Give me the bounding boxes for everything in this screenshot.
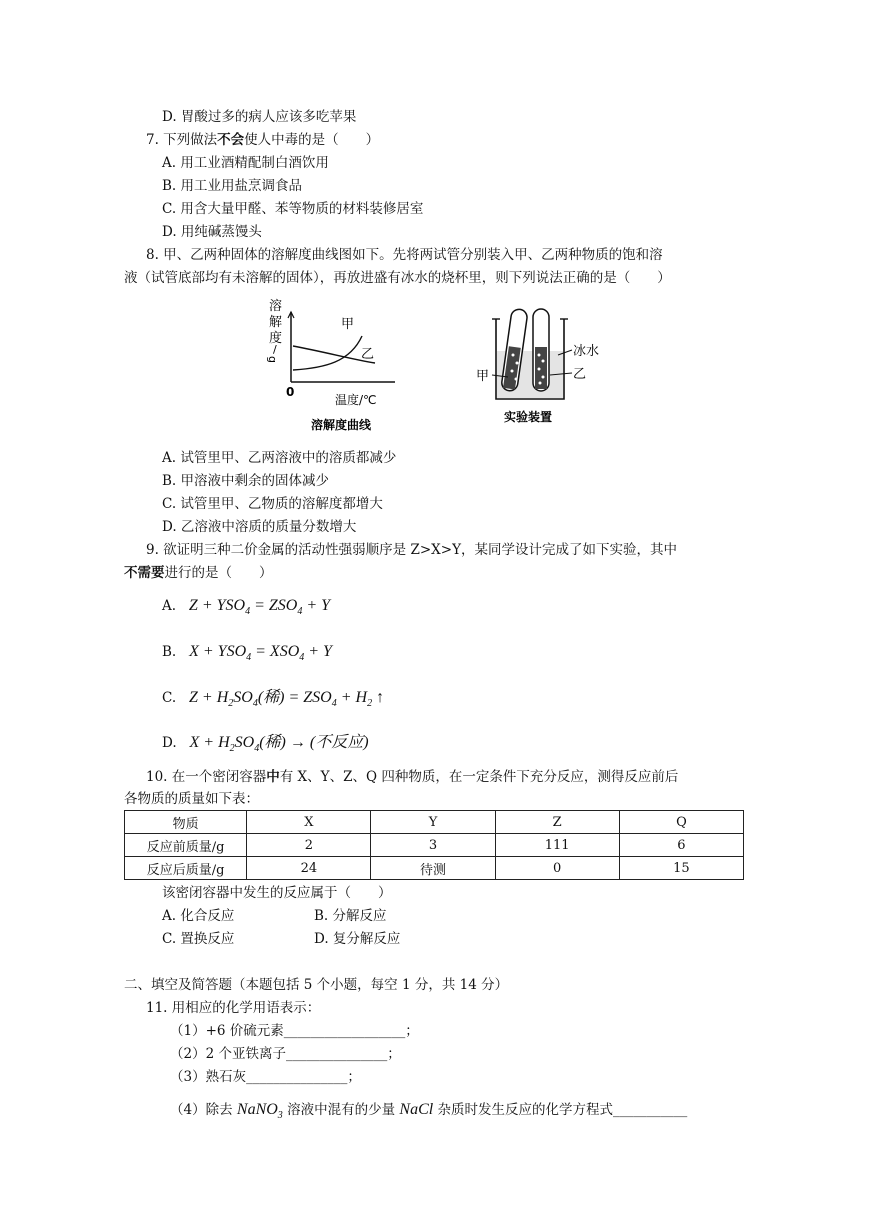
section2-title: 二、填空及简答题（本题包括 5 个小题，每空 1 分，共 14 分） (124, 977, 509, 993)
curve-jia-label: 甲 (341, 317, 355, 332)
ylabel-char-4: / (273, 343, 277, 356)
table-cell: 2 (247, 834, 371, 857)
q9-stem-line2 (124, 564, 273, 582)
ylabel-char-2: 解 (269, 315, 283, 330)
q10-option-d: D. 复分解反应 (314, 931, 401, 947)
q10-stem: 10. 在一个密闭容器中有 X、Y、Z、Q 四种物质，在一定条件下充分反应，测得反应前后 (146, 769, 679, 785)
table-cell: 0 (495, 857, 619, 880)
curve-yi-label: 乙 (361, 347, 375, 362)
q6-option-d: D. 胃酸过多的病人应该多吃苹果 (162, 109, 357, 125)
q7-stem (146, 131, 379, 149)
table-header-cell: Q (619, 811, 743, 834)
q10-question: 该密闭容器中发生的反应属于（ ） (162, 885, 392, 901)
q9-stem-bold: 不需要 (124, 565, 165, 581)
q8-stem-line1: 8. 甲、乙两种固体的溶解度曲线图如下。先将两试管分别装入甲、乙两种物质的饱和溶 (146, 247, 663, 263)
q11-stem: 11. 用相应的化学用语表示： (146, 1000, 321, 1016)
q9-stem-line1: 9. 欲证明三种二价金属的活动性强弱顺序是 Z>X>Y，某同学设计完成了如下实验，其中 (146, 542, 677, 558)
table-cell: 6 (619, 834, 743, 857)
ylabel-char-1: 溶 (269, 299, 283, 314)
q11-item-4: （4）除去 NaNO$_3$ 溶液中混有的少量 NaCl 杂质时发生反应的化学方程式___________ (170, 1101, 688, 1122)
q8-option-a: A. 试管里甲、乙两溶液中的溶质都减少 (162, 450, 397, 466)
xlabel: 温度/℃ (335, 393, 377, 407)
q9-equation-b: $X + YSO_4 = XSO_4 + Y$ (189, 643, 332, 664)
table-cell: 111 (495, 834, 619, 857)
table-cell: 15 (619, 857, 743, 880)
origin-label: 0 (286, 385, 295, 399)
q7-option-d: D. 用纯碱蒸馒头 (162, 224, 262, 240)
table-cell: 反应后质量/g (125, 857, 247, 880)
q8-stem-line2: 液（试管底部均有未溶解的固体），再放进盛有冰水的烧杯里，则下列说法正确的是（ ） (124, 270, 671, 286)
table-header-cell: 物质 (125, 811, 247, 834)
table-cell: 反应前质量/g (125, 834, 247, 857)
q9-option-d: D. $X + H_2SO_4$(稀) → (不反应) (162, 734, 369, 755)
table-header-cell: X (247, 811, 371, 834)
q10-option-c: C. 置换反应 (162, 931, 235, 947)
mass-table (124, 810, 744, 880)
ylabel-char-5: g (266, 356, 279, 363)
q8-option-d: D. 乙溶液中溶质的质量分数增大 (162, 519, 357, 535)
graph-caption: 溶解度曲线 (311, 418, 372, 432)
q9-equation-a: $Z + YSO_4 = ZSO_4 + Y$ (188, 597, 331, 618)
q7-stem-post: 使人中毒的是（ ） (244, 132, 380, 148)
q9-option-c: C. $Z + H_2SO_4$(稀) = $ZSO_4 + H_2$ ↑ (162, 689, 385, 710)
q10-stem-bold: 中 (266, 769, 280, 785)
label-jia: 甲 (476, 369, 490, 384)
q10-option-b: B. 分解反应 (314, 908, 387, 924)
solubility-curve-figure (255, 296, 425, 436)
table-cell: 3 (371, 834, 495, 857)
q9-stem-post: 进行的是（ ） (164, 565, 273, 581)
table-row (125, 857, 744, 880)
apparatus-caption: 实验装置 (504, 410, 553, 424)
q10-stem-line2: 各物质的质量如下表： (124, 791, 259, 807)
q11-item-2: （2）2 个亚铁离子_______________； (170, 1046, 401, 1062)
table-header-cell: Z (495, 811, 619, 834)
formula-nacl: NaCl (399, 1101, 434, 1118)
formula-nano3: NaNO$_3$ (236, 1101, 283, 1122)
q7-option-a: A. 用工业酒精配制白酒饮用 (162, 155, 329, 171)
table-cell: 24 (247, 857, 371, 880)
q7-stem-bold: 不会 (217, 132, 245, 148)
q7-option-b: B. 用工业用盐烹调食品 (162, 178, 303, 194)
table-row (125, 834, 744, 857)
apparatus-figure (470, 303, 610, 428)
label-yi: 乙 (573, 367, 587, 382)
table-header-row (125, 811, 744, 834)
q11-item-3: （3）熟石灰_______________； (170, 1069, 361, 1085)
q9-option-a: A. $Z + YSO_4 = ZSO_4 + Y$ (162, 597, 331, 618)
q9-equation-c: $Z + H_2SO_4$(稀) = $ZSO_4 + H_2$ ↑ (189, 689, 385, 710)
ylabel-char-3: 度 (269, 331, 283, 346)
q7-option-c: C. 用含大量甲醛、苯等物质的材料装修居室 (162, 201, 424, 217)
q9-option-b: B. $X + YSO_4 = XSO_4 + Y$ (162, 643, 332, 664)
label-ice-water: 冰水 (573, 344, 600, 359)
q9-equation-d: $X + H_2SO_4$(稀) → (不反应) (189, 734, 369, 755)
table-header-cell: Y (371, 811, 495, 834)
q8-option-c: C. 试管里甲、乙物质的溶解度都增大 (162, 496, 383, 512)
q7-stem-pre: 7. 下列做法 (146, 132, 218, 148)
q11-item-1: （1）+6 价硫元素__________________； (170, 1023, 419, 1039)
table-cell: 待测 (371, 857, 495, 880)
q10-option-a: A. 化合反应 (162, 908, 235, 924)
q8-option-b: B. 甲溶液中剩余的固体减少 (162, 473, 330, 489)
